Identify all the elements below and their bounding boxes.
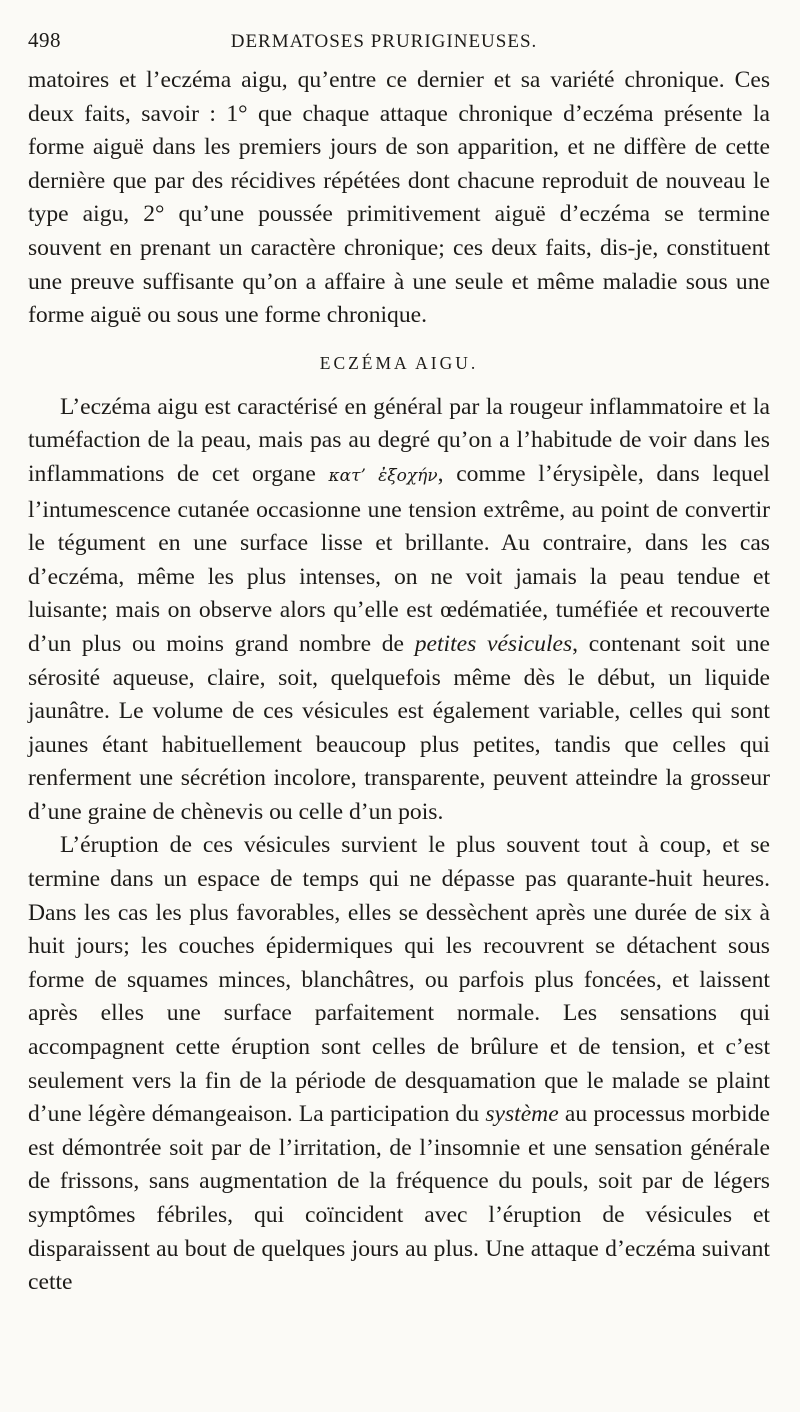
paragraph-text-part: , comme l’érysipèle, dans lequel l’intumescence cutanée occasionne une tension extrême, au point de convertir le tégument en une surface lisse et brillante. Au contraire, dans les cas d’eczéma, même les plus intenses, on ne voit jamais la peau tendue et luisante; mais on observe alors qu’elle est œdématiée, tuméfiée et recouverte d’un plus ou moins grand nombre de [28, 460, 770, 657]
paragraph-text-part: au processus morbide est démontrée soit par de l’irritation, de l’insomnie et une sensation générale de frissons, sans augmentation de la fréquence du pouls, soit par de légers symptômes fébriles, qui coïncident avec l’éruption de vésicules et disparaissent au bout de quelques jours au plus. Une attaque d’eczéma suivant cette [28, 1101, 771, 1296]
paragraph-text-part: , contenant soit une sérosité aqueuse, claire, soit, quelquefois même dès le début, un liquide jaunâtre. Le volume de ces vésicules est également variable, celles qui sont jaunes étant habituellement beaucoup plus petites, tandis que celles qui renferment une sécrétion incolore, transparente, peuvent atteindre la grosseur d’une graine de chènevis ou celle d’un pois. [28, 630, 770, 825]
running-title: DERMATOSES PRURIGINEUSES. [230, 31, 538, 52]
body-text [28, 64, 770, 1300]
paragraph-text-part: L’éruption de ces vésicules survient le plus souvent tout à coup, et se termine dans un espace de temps qui ne dépasse pas quarante-huit heures. Dans les cas les plus favorables, elles se dessèchent après une durée de six à huit jours; les couches épidermiques qui les recouvrent se détachent sous forme de squames minces, blanchâtres, ou parfois plus foncées, et laissent après elles une surface parfaitement normale. Les sensations qui accompagnent cette éruption sont celles de brûlure et de tension, et c’est seulement vers la fin de la période de desquamation que le malade se plaint d’une légère démangeaison. La participation du [28, 832, 770, 1128]
page-number: 498 [28, 28, 61, 52]
paragraph-eruption [28, 829, 770, 1299]
paragraph-eczema-definition [28, 391, 770, 830]
paragraph-text: matoires et l’eczéma aigu, qu’entre ce dernier et sa variété chronique. Ces deux faits, savoir : 1° que chaque attaque chronique d’eczéma présente la forme aiguë dans les premiers jours de son apparition, et ne diffère de cette dernière que par des récidives répétées dont chacune reproduit de nouveau le type aigu, 2° qu’une poussée primitivement aiguë d’eczéma se termine souvent en prenant un caractère chronique; ces deux faits, dis-je, constituent une preuve suffisante qu’on a affaire à une seule et même maladie sous une forme aiguë ou sous une forme chronique. [28, 67, 770, 329]
paragraph-continued [28, 64, 770, 333]
italic-term: petites vésicules [414, 630, 573, 657]
section-heading: ECZÉMA AIGU. [319, 352, 479, 373]
italic-term: système [485, 1101, 559, 1128]
greek-phrase: κατ’ ἐξοχήν [328, 465, 438, 486]
running-head [28, 28, 770, 58]
paragraph-text-part: L’eczéma aigu est caractérisé en général par la rougeur inflammatoire et la tuméfaction de la peau, mais pas au degré qu’on a l’habitude de voir dans les inflammations de cet organe [28, 393, 770, 487]
